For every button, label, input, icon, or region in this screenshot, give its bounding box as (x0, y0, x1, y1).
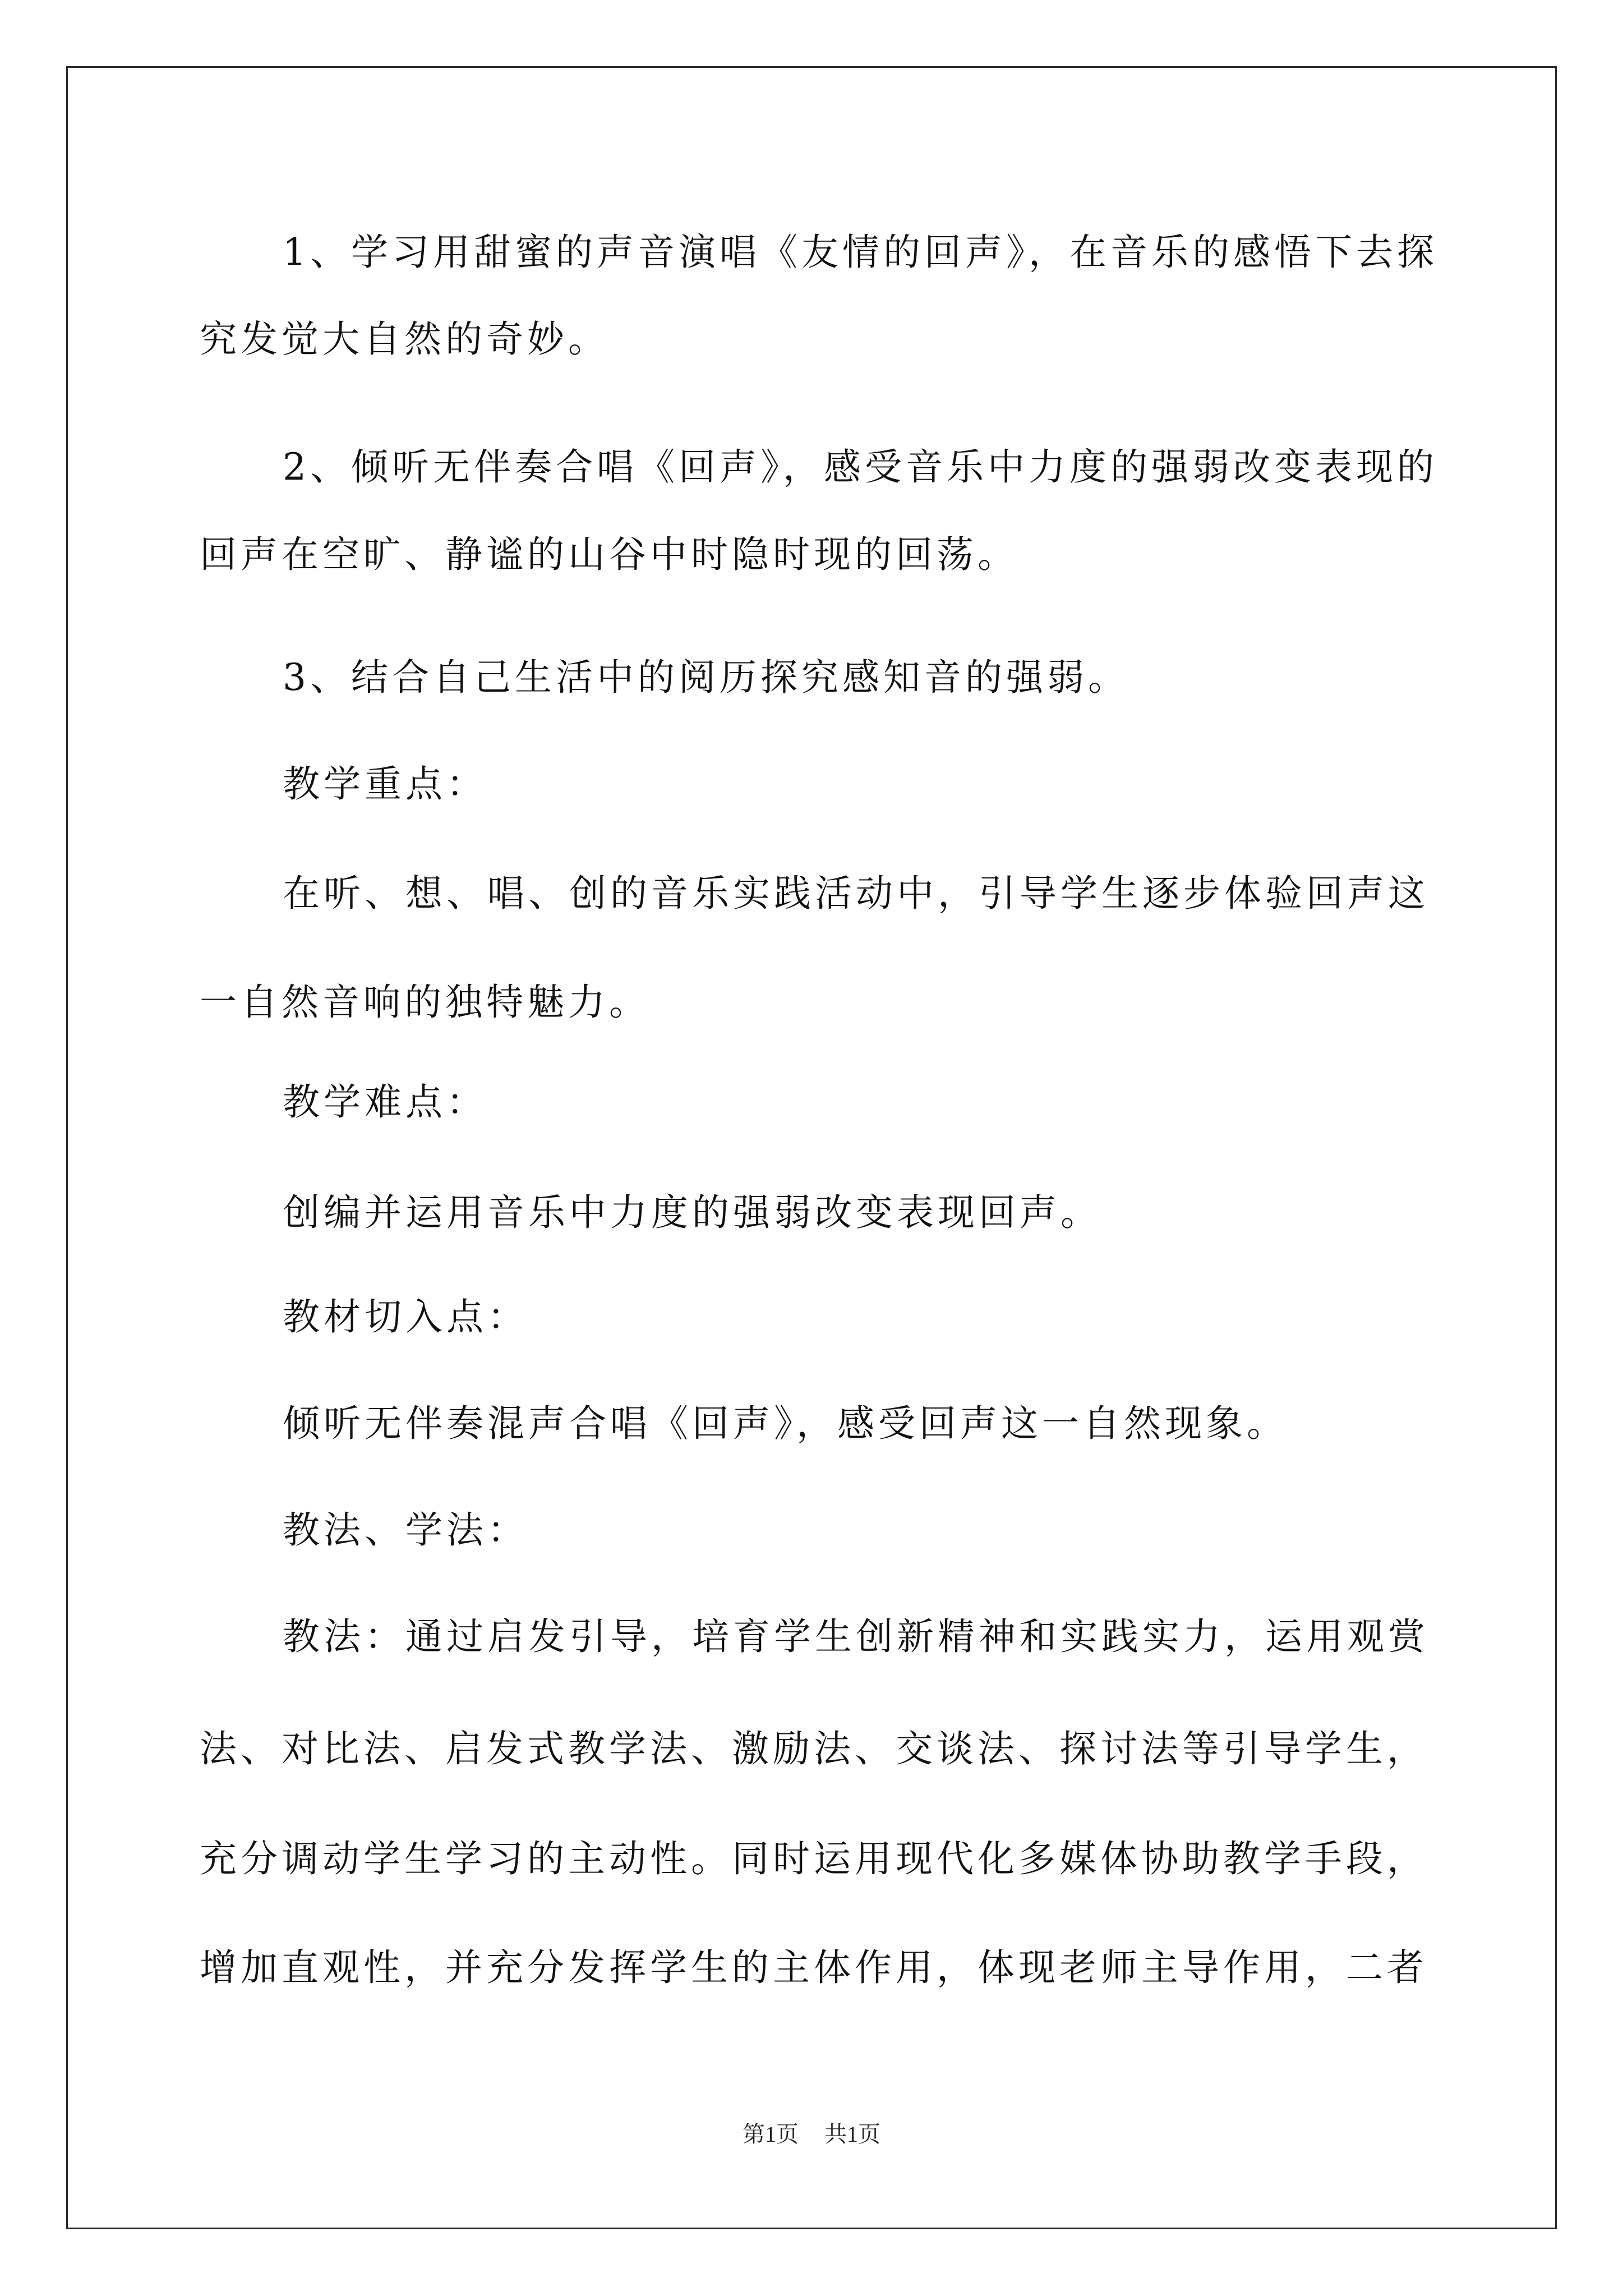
paragraph-line: 创编并运用音乐中力度的强弱改变表现回声。 (283, 1191, 1101, 1234)
paragraph-line: 增加直观性，并充分发挥学生的主体作用，体现老师主导作用，二者 (200, 1946, 1428, 1989)
paragraph-line: 1、学习用甜蜜的声音演唱《友情的回声》，在音乐的感悟下去探 (283, 231, 1438, 274)
paragraph-line: 究发觉大自然的奇妙。 (200, 318, 609, 361)
page-number: 第1页 (743, 2122, 799, 2147)
section-heading: 教学重点： (283, 762, 487, 806)
page-total: 共1页 (824, 2122, 880, 2147)
section-heading: 教学难点： (283, 1080, 487, 1124)
section-heading: 教法、学法： (283, 1508, 528, 1552)
paragraph-line: 一自然音响的独特魅力。 (200, 981, 650, 1024)
paragraph-line: 教法：通过启发引导，培育学生创新精神和实践实力，运用观赏 (283, 1615, 1429, 1658)
paragraph-line: 充分调动学生学习的主动性。同时运用现代化多媒体协助教学手段， (200, 1837, 1428, 1880)
page-border (66, 66, 1557, 2229)
paragraph-line: 在听、想、唱、创的音乐实践活动中，引导学生逐步体验回声这 (283, 872, 1429, 915)
paragraph-line: 回声在空旷、静谧的山谷中时隐时现的回荡。 (200, 533, 1018, 576)
paragraph-line: 3、结合自己生活中的阅历探究感知音的强弱。 (283, 656, 1129, 699)
paragraph-line: 倾听无伴奏混声合唱《回声》，感受回声这一自然现象。 (283, 1402, 1288, 1445)
paragraph-line: 2、倾听无伴奏合唱《回声》，感受音乐中力度的强弱改变表现的 (283, 445, 1438, 489)
section-heading: 教材切入点： (283, 1295, 528, 1338)
page-footer (0, 2120, 1623, 2148)
paragraph-line: 法、对比法、启发式教学法、激励法、交谈法、探讨法等引导学生， (200, 1727, 1428, 1770)
